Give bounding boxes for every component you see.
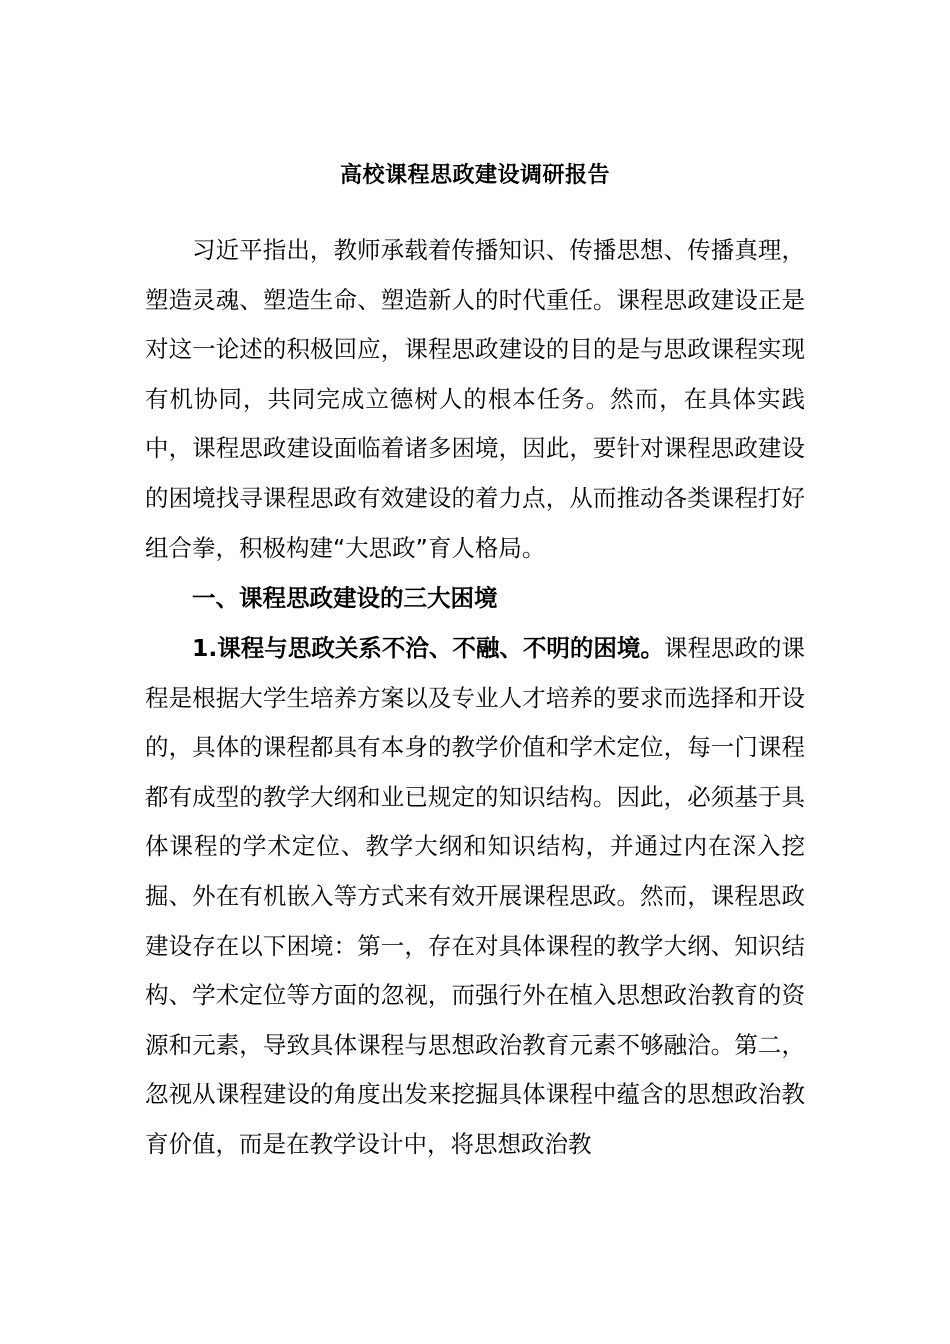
subsection-paragraph	[145, 624, 805, 1170]
intro-paragraph: 习近平指出，教师承载着传播知识、传播思想、传播真理，塑造灵魂、塑造生命、塑造新人的时代重任。课程思政建设正是对这一论述的积极回应，课程思政建设的目的是与思政课程实现有机协同，共同完成立德树人的根本任务。然而，在具体实践中，课程思政建设面临着诸多困境，因此，要针对课程思政建设的困境找寻课程思政有效建设的着力点，从而推动各类课程打好组合拳，积极构建“大思政”育人格局。	[145, 236, 805, 562]
section-heading: 一、课程思政建设的三大困境	[192, 584, 498, 612]
subsection-lead: 1.课程与思政关系不洽、不融、不明的困境。	[192, 634, 664, 662]
document-title: 高校课程思政建设调研报告	[339, 163, 610, 188]
subsection-body: 课程思政的课程是根据大学生培养方案以及专业人才培养的要求而选择和开设的，具体的课程都具有本身的教学价值和学术定位，每一门课程都有成型的教学大纲和业已规定的知识结构。因此，必须基于具体课程的学术定位、教学大纲和知识结构，并通过内在深入挖掘、外在有机嵌入等方式来有效开展课程思政。然而，课程思政建设存在以下困境：第一，存在对具体课程的教学大纲、知识结构、学术定位等方面的忽视，而强行外在植入思想政治教育的资源和元素，导致具体课程与思想政治教育元素不够融洽。第二，忽视从课程建设的角度出发来挖掘具体课程中蕴含的思想政治教育价值，而是在教学设计中，将思想政治教	[145, 634, 805, 1158]
